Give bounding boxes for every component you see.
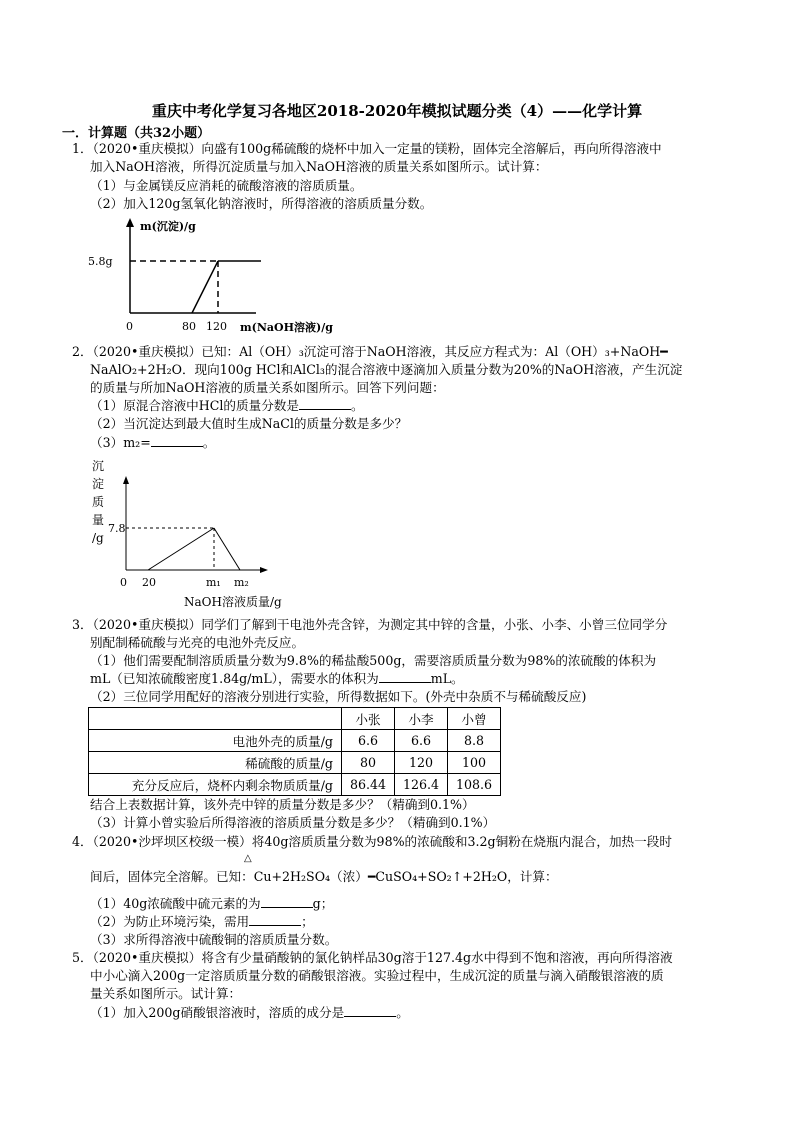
q2-line1: 2．（2020•重庆模拟）已知：Al（OH）₃沉淀可溶于NaOH溶液，其反应方程式为：Al（OH）₃+NaOH━ (72, 344, 668, 359)
q1-y-label: m(沉淀)/g (140, 220, 196, 233)
table-cell: 80 (342, 752, 395, 774)
q2-y-label-5: /g (92, 531, 104, 545)
q4-line1: 4．（2020•沙坪坝区校级一模）将40g溶质质量分数为98%的浓硫酸和3.2g铜粉在烧瓶内混合，加热一段时 (72, 834, 672, 849)
q2-fall-line (214, 528, 240, 570)
q3-after-table: 结合上表数据计算，该外壳中锌的质量分数是多少？（精确到0.1%） (90, 797, 475, 812)
table-cell: 86.44 (342, 774, 395, 796)
q1-line1: 1．（2020•重庆模拟）向盛有100g稀硫酸的烧杯中加入一定量的镁粉，固体完全溶解后，再向所得溶液中 (72, 141, 662, 156)
q1-x-label: m(NaOH溶液)/g (240, 321, 333, 334)
q1-origin: 0 (126, 320, 133, 333)
q1-x-tick-120: 120 (206, 320, 227, 333)
table-cell: 108.6 (448, 774, 501, 796)
q3-data-table (88, 707, 501, 796)
q1-rise-line (192, 261, 218, 313)
table-corner (89, 708, 342, 730)
table-cell: 126.4 (395, 774, 448, 796)
table-header: 小张 (342, 708, 395, 730)
answer-blank[interactable] (344, 1004, 396, 1017)
table-row-label: 电池外壳的质量/g (89, 730, 342, 752)
q5-line2: 中小心滴入200g一定溶质质量分数的硝酸银溶液。实验过程中，生成沉淀的质量与滴入硝酸银溶液的质 (90, 968, 664, 983)
answer-blank[interactable] (261, 895, 313, 908)
q2-y-label-3: 质 (92, 495, 105, 509)
q2-sub3-end: 。 (202, 435, 216, 450)
q2-x-label: NaOH溶液质量/g (184, 595, 282, 609)
answer-blank[interactable] (299, 397, 351, 410)
q4-sub1-end: g； (312, 896, 334, 911)
q5-sub1-end: 。 (396, 1005, 409, 1020)
q2-sub2: （2）当沉淀达到最大值时生成NaCl的质量分数是多少？ (90, 416, 408, 431)
table-cell: 100 (448, 752, 501, 774)
table-row (89, 752, 501, 774)
q2-y-label-1: 沉 (92, 459, 105, 473)
section-heading: 一．计算题（共32小题） (62, 126, 211, 141)
answer-blank[interactable] (249, 913, 301, 926)
q4-line2: 间后，固体完全溶解。已知：Cu+2H₂SO₄（浓）━CuSO₄+SO₂↑+2H₂O，计算： (90, 869, 558, 884)
q3-sub1-text: mL（已知浓硫酸密度1.84g/mL），需要水的体积为 (90, 671, 379, 686)
q2-line3: 的质量与所加NaOH溶液的质量关系如图所示。回答下列问题： (90, 380, 445, 395)
table-cell: 8.8 (448, 730, 501, 752)
q1-sub2: （2）加入120g氢氧化钠溶液时，所得溶液的溶质质量分数。 (90, 196, 433, 211)
q1-chart (86, 213, 386, 341)
q1-line2: 加入NaOH溶液，所得沉淀质量与加入NaOH溶液的质量关系如图所示。试计算： (90, 159, 548, 174)
q2-sub3 (90, 434, 215, 452)
q2-sub1 (90, 397, 364, 415)
table-header: 小李 (395, 708, 448, 730)
q3-line1: 3．（2020•重庆模拟）同学们了解到干电池外壳含锌，为测定其中锌的含量，小张、小李、小曾三位同学分 (72, 617, 668, 632)
q3-sub2: （2）三位同学用配好的溶液分别进行实验，所得数据如下。(外壳中杂质不与稀硫酸反应) (90, 689, 587, 704)
page-title: 重庆中考化学复习各地区2018-2020年模拟试题分类（4）——化学计算 (151, 102, 643, 120)
table-header: 小曾 (448, 708, 501, 730)
table-row-label: 充分反应后，烧杯内剩余物质质量/g (89, 774, 342, 796)
q2-chart (88, 452, 318, 612)
q1-y-value: 5.8g (88, 255, 113, 268)
q4-sub1 (90, 895, 333, 913)
q2-sub1-end: 。 (350, 398, 364, 413)
q2-x-tick-m2: m₂ (234, 576, 249, 589)
q5-line3: 量关系如图所示。试计算： (90, 986, 242, 1001)
q2-x-arrow (260, 567, 268, 573)
q2-y-label-4: 量 (92, 513, 105, 527)
q3-sub1-end: mL。 (430, 671, 464, 686)
q1-sub1: （1）与金属镁反应消耗的硫酸溶液的溶质质量。 (90, 178, 363, 193)
q3-sub1-line1: （1）他们需要配制溶质质量分数为9.8%的稀盐酸500g，需要溶质质量分数为98%的浓硫酸的体积为 (90, 653, 657, 668)
table-row (89, 730, 501, 752)
q4-sub2-text: （2）为防止环境污染，需用 (90, 914, 250, 929)
q5-line1: 5．（2020•重庆模拟）将含有少量硝酸钠的氯化钠样品30g溶于127.4g水中得到不饱和溶液，再向所得溶液 (72, 950, 673, 965)
q4-sub3: （3）求所得溶液中硫酸铜的溶质质量分数。 (90, 932, 338, 947)
q4-sub1-text: （1）40g浓硫酸中硫元素的为 (90, 896, 261, 911)
q2-sub3-text: （3）m₂= (90, 435, 151, 450)
q5-sub1 (90, 1004, 409, 1022)
table-row (89, 774, 501, 796)
q2-x-tick-20: 20 (142, 576, 156, 589)
table-cell: 6.6 (395, 730, 448, 752)
answer-blank[interactable] (151, 434, 203, 447)
table-cell: 6.6 (342, 730, 395, 752)
q5-sub1-text: （1）加入200g硝酸银溶液时，溶质的成分是 (90, 1005, 345, 1020)
q4-sub2 (90, 913, 314, 931)
q3-sub3: （3）计算小曾实验后所得溶液的溶质质量分数是多少？（精确到0.1%） (90, 815, 496, 830)
table-cell: 120 (395, 752, 448, 774)
q2-y-label-2: 淀 (92, 477, 105, 491)
q2-x-tick-m1: m₁ (206, 576, 221, 589)
q1-y-arrow (126, 218, 134, 227)
table-header-row (89, 708, 501, 730)
q3-line2: 别配制稀硫酸与光亮的电池外壳反应。 (90, 635, 305, 650)
heat-symbol: △ (244, 853, 252, 864)
q2-sub1-text: （1）原混合溶液中HCl的质量分数是 (90, 398, 299, 413)
q2-rise-line (148, 528, 214, 570)
q2-line2: NaAlO₂+2H₂O．现向100g HCl和AlCl₃的混合溶液中逐滴加入质量分数为20%的NaOH溶液，产生沉淀 (90, 362, 683, 377)
q4-sub2-end: ； (301, 914, 314, 929)
q2-origin: 0 (120, 576, 127, 589)
answer-blank[interactable] (379, 670, 431, 683)
q2-y-value: 7.8 (108, 522, 126, 535)
table-row-label: 稀硫酸的质量/g (89, 752, 342, 774)
q1-x-tick-80: 80 (182, 320, 196, 333)
q2-y-arrow (123, 476, 129, 484)
q3-sub1-line2 (90, 670, 464, 688)
